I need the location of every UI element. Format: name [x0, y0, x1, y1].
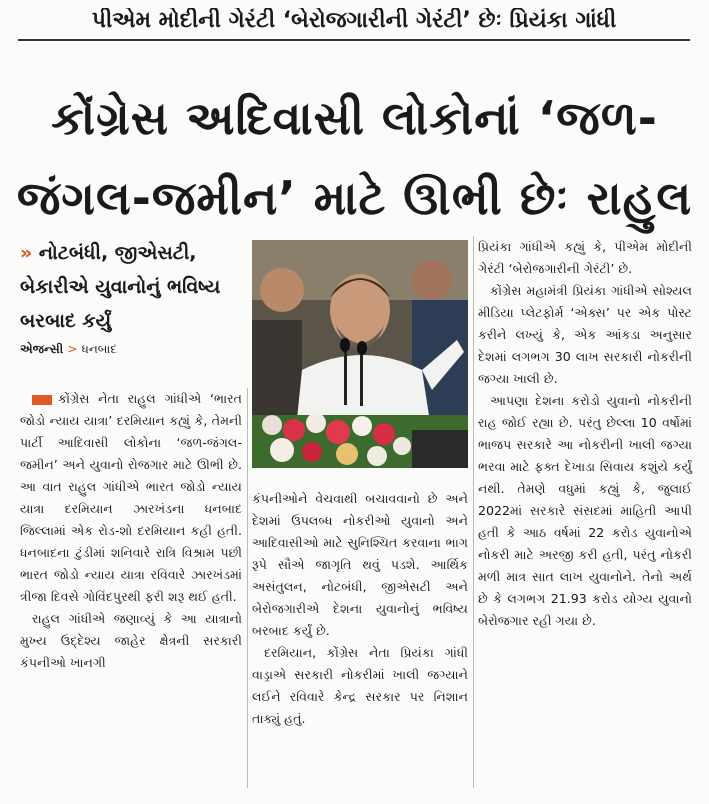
byline-place: ધનબાદ: [81, 342, 118, 356]
article-column-3: [478, 236, 692, 632]
headline-line-2: જંગલ-જમીન’ માટે ઊભી છેઃ રાહુલ: [16, 171, 693, 225]
article-paragraph: પ્રિયંકા ગાંધીએ કહ્યું કે, પીએમ મોદીની ગેરંટી ‘બેરોજગારીની ગેરંટી’ છે.: [478, 239, 692, 276]
article-paragraph: કંપનીઓને વેચવાથી બચાવવાનો છે અને દેશમાં ઉપલબ્ધ નોકરીઓ યુવાનો અને આદિવાસીઓ માટે સુનિશ્ચિત કરવાના ભાગ રૂપે સૌએ જાગૃતિ થવું પડશે. આર્થિક અસંતુલન, નોટબંધી, જીએસટી અને બેરોજગારીએ દેશના યુવાનોનું ભવિષ્ય બરબાદ કર્યું છે.: [252, 491, 468, 638]
article-paragraph: આપણા દેશના કરોડો યુવાનો નોકરીની રાહ જોઈ રહ્યા છે. પરંતુ છેલ્લા 10 વર્ષોમાં ભાજપ સરકારે આ નોકરીની ખાલી જગ્યા ભરવા માટે ફક્ત દેખાડા સિવાય કશુંયે કર્યું નથી. તેમણે વધુમાં કહ્યું કે, જુલાઈ 2022માં સરકારે સંસદમાં માહિતી આપી હતી કે આઠ વર્ષમાં 22 કરોડ યુવાનોએ નોકરી માટે અરજી કરી હતી, પરંતુ નોકરી મળી માત્ર સાત લાખ યુવાનોને. તેનો અર્થ છે કે લગભગ 21.93 કરોડ યોગ્ય યુવાનો બેરોજગાર રહી ગયા છે.: [478, 393, 692, 628]
article-paragraph: રાહુલ ગાંધીએ જણાવ્યું કે આ યાત્રાનો મુખ્ય ઉદ્દેશ્ય જાહેર ક્ષેત્રની સરકારી કંપનીઓ ખાનગી: [20, 611, 242, 670]
article-paragraph: કોંગ્રેસ મહામંત્રી પ્રિયંકા ગાંધીએ સોશ્યલ મીડિયા પ્લેટફોર્મ ‘એક્સ’ પર એક પોસ્ટ કરીને લખ્યું કે, એક આંકડા અનુસાર દેશમાં લગભગ 30 લાખ સરકારી નોકરીની જગ્યા ખાલી છે.: [478, 283, 692, 386]
kicker-headline: પીએમ મોદીની ગેરંટી ‘બેરોજગારીની ગેરંટી’ છેઃ પ્રિયંકા ગાંધી: [18, 8, 690, 41]
article-paragraph: દરમિયાન, કોંગ્રેસ નેતા પ્રિયંકા ગાંધી વાડ્રાએ સરકારી નોકરીમાં ખાલી જગ્યાને લઈને રવિવારે કેન્દ્ર સરકાર પર નિશાન તાક્યું હતું.: [252, 645, 468, 726]
paragraph-text: કોંગ્રેસ નેતા રાહુલ ગાંધીએ ‘ભારત જોડો ન્યાય યાત્રા’ દરમિયાન કહ્યું કે, તેમની પાર્ટી આદિવાસી લોકોના ‘જળ-જંગલ-જમીન’ અને યુવાનો રોજગાર માટે ઊભી છે. આ વાત રાહુલ ગાંધીએ ભારત જોડો ન્યાય યાત્રા દરમિયાન ઝારખંડના ધનબાદ જિલ્લામાં એક રોડ-શો દરમિયાન કહી હતી. ધનબાદના ટુંડીમાં શનિવારે રાત્રિ વિશ્રામ પછી ભારત જોડો ન્યાય યાત્રા રવિવારે ઝારખંડમાં ત્રીજા દિવસે ગોવિંદપુરથી ફરી શરૂ થઈ હતી.: [20, 391, 242, 604]
photo-rahul-gandhi: [252, 240, 468, 468]
article-column-1: [20, 388, 242, 674]
byline-separator: >: [67, 342, 78, 356]
square-bullet-icon: [32, 395, 52, 405]
main-headline: [8, 78, 701, 238]
subdeck: [20, 236, 242, 338]
column-divider: [247, 388, 248, 788]
column-divider: [473, 236, 474, 788]
article-column-2: [252, 488, 468, 730]
double-chevron-icon: »: [20, 242, 33, 264]
article-paragraph: [20, 388, 242, 608]
byline: [20, 342, 242, 357]
photo-illustration: [252, 240, 468, 468]
byline-agency: એજન્સી: [20, 342, 64, 356]
headline-line-1: કોંગ્રેસ અદિવાસી લોકોનાં ‘જળ-: [51, 91, 658, 145]
subdeck-text: નોટબંધી, જીએસટી, બેકારીએ યુવાનોનું ભવિષ્ય બરબાદ કર્યું: [20, 242, 221, 332]
